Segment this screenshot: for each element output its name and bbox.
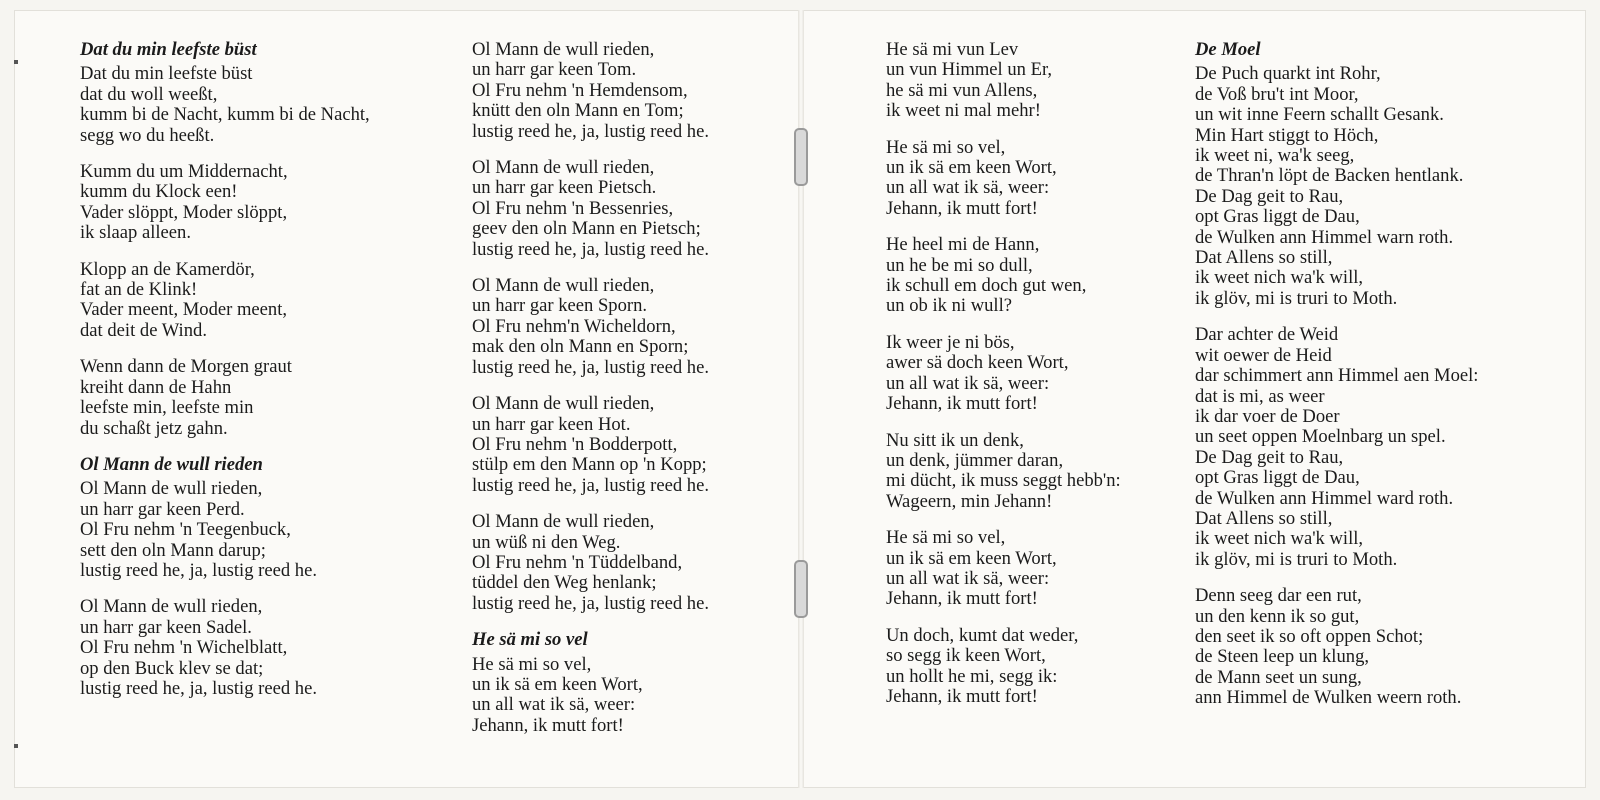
verse-line: dat deit de Wind. <box>80 319 207 341</box>
verse-line: Ol Mann de wull rieden, <box>80 596 263 618</box>
verse-line: un harr gar keen Tom. <box>472 59 637 81</box>
verse-line: de Voß bru't int Moor, <box>1195 83 1359 105</box>
verse-line: un harr gar keen Perd. <box>80 498 245 520</box>
verse-line: dat du woll weeßt, <box>80 83 218 105</box>
verse-line: lustig reed he, ja, lustig reed he. <box>472 592 709 614</box>
verse-line: Jehann, ik mutt fort! <box>886 393 1038 415</box>
column-4 <box>1195 40 1525 725</box>
verse-line: Ol Fru nehm 'n Hemdensom, <box>472 79 688 101</box>
verse-line: he sä mi vun Allens, <box>886 79 1038 101</box>
verse-line: Dar achter de Weid <box>1195 324 1339 346</box>
verse-line: Jehann, ik mutt fort! <box>886 197 1038 219</box>
verse-line: de Mann seet un sung, <box>1195 666 1362 688</box>
verse-line: awer sä doch keen Wort, <box>886 352 1069 374</box>
poem-title: De Moel <box>1195 39 1261 60</box>
stanza <box>1195 64 1525 309</box>
verse-line: un all wat ik sä, weer: <box>472 694 636 716</box>
verse-line: un ik sä em keen Wort, <box>886 157 1057 179</box>
verse-line: ik slaap alleen. <box>80 222 191 244</box>
verse-line: de Wulken ann Himmel warn roth. <box>1195 226 1454 248</box>
verse-line: Ol Fru nehm 'n Teegenbuck, <box>80 519 291 541</box>
verse-line: Ik weer je ni bös, <box>886 331 1015 353</box>
verse-line: sett den oln Mann darup; <box>80 539 266 561</box>
verse-line: un harr gar keen Pietsch. <box>472 177 657 199</box>
verse-line: Jehann, ik mutt fort! <box>472 714 624 736</box>
stanza <box>472 512 802 614</box>
verse-line: un den kenn ik so gut, <box>1195 605 1360 627</box>
stanza <box>472 655 802 737</box>
verse-line: Vader meent, Moder meent, <box>80 299 288 321</box>
verse-line: kreiht dann de Hahn <box>80 376 232 398</box>
verse-line: so segg ik keen Wort, <box>886 645 1046 667</box>
verse-line: Dat du min leefste büst <box>80 63 253 85</box>
stanza <box>886 138 1216 220</box>
verse-line: un he be mi so dull, <box>886 254 1033 276</box>
verse-line: ik glöv, mi is truri to Moth. <box>1195 287 1398 309</box>
verse-line: de Wulken ann Himmel ward roth. <box>1195 487 1454 509</box>
verse-line: knütt den oln Mann en Tom; <box>472 100 684 122</box>
verse-line: de Thran'n löpt de Backen hentlank. <box>1195 165 1464 187</box>
verse-line: un wüß ni den Weg. <box>472 531 621 553</box>
verse-line: He sä mi so vel, <box>886 136 1006 158</box>
verse-line: lustig reed he, ja, lustig reed he. <box>472 120 709 142</box>
verse-line: Dat Allens so still, <box>1195 507 1333 529</box>
verse-line: Ol Mann de wull rieden, <box>472 275 655 297</box>
verse-line: He heel mi de Hann, <box>886 234 1040 256</box>
verse-line: Ol Mann de wull rieden, <box>472 511 655 533</box>
stanza <box>472 40 802 142</box>
column-1 <box>80 40 410 715</box>
verse-line: un vun Himmel un Er, <box>886 59 1053 81</box>
verse-line: Kumm du um Middernacht, <box>80 161 288 183</box>
stanza <box>1195 325 1525 570</box>
verse-line: un all wat ik sä, weer: <box>886 567 1050 589</box>
poem-title: Ol Mann de wull rieden <box>80 453 263 475</box>
verse-line: He sä mi so vel, <box>886 527 1006 549</box>
verse-line: du schaßt jetz gahn. <box>80 417 228 439</box>
verse-line: Vader slöppt, Moder slöppt, <box>80 201 288 223</box>
verse-line: stülp em den Mann op 'n Kopp; <box>472 454 707 476</box>
stanza <box>80 64 410 146</box>
verse-line: De Dag geit to Rau, <box>1195 185 1344 207</box>
verse-line: Ol Mann de wull rieden, <box>472 39 655 60</box>
verse-line: dat is mi, as weer <box>1195 385 1325 407</box>
verse-line: geev den oln Mann en Pietsch; <box>472 218 701 240</box>
verse-line: Ol Fru nehm 'n Bodderpott, <box>472 433 678 455</box>
verse-line: un harr gar keen Sadel. <box>80 616 252 638</box>
verse-line: ik schull em doch gut wen, <box>886 275 1087 297</box>
verse-line: He sä mi so vel, <box>472 653 592 675</box>
verse-line: De Dag geit to Rau, <box>1195 446 1344 468</box>
verse-line: den seet ik so oft oppen Schot; <box>1195 625 1424 647</box>
verse-line: Un doch, kumt dat weder, <box>886 624 1079 646</box>
stanza <box>472 158 802 260</box>
verse-line: kumm bi de Nacht, kumm bi de Nacht, <box>80 104 370 126</box>
verse-line: Ol Mann de wull rieden, <box>472 393 655 415</box>
verse-line: ik weet nich wa'k will, <box>1195 528 1364 550</box>
verse-line: De Puch quarkt int Rohr, <box>1195 63 1381 85</box>
stanza <box>1195 586 1525 708</box>
verse-line: un ik sä em keen Wort, <box>472 673 643 695</box>
stanza <box>80 260 410 342</box>
stanza <box>80 162 410 244</box>
stanza <box>472 394 802 496</box>
verse-line: dar schimmert ann Himmel aen Moel: <box>1195 365 1479 387</box>
verse-line: ik weet ni mal mehr! <box>886 100 1041 122</box>
stanza <box>886 528 1216 610</box>
stanza <box>886 235 1216 317</box>
verse-line: lustig reed he, ja, lustig reed he. <box>80 677 317 699</box>
verse-line: ik glöv, mi is truri to Moth. <box>1195 548 1398 570</box>
verse-line: Nu sitt ik un denk, <box>886 429 1024 451</box>
verse-line: opt Gras liggt de Dau, <box>1195 467 1360 489</box>
verse-line: ik weet nich wa'k will, <box>1195 267 1364 289</box>
poem-he-sae-mi-so-vel <box>472 630 802 736</box>
verse-line: Ol Mann de wull rieden, <box>472 157 655 179</box>
stanza <box>80 357 410 439</box>
verse-line: He sä mi vun Lev <box>886 39 1019 60</box>
verse-line: un harr gar keen Hot. <box>472 413 631 435</box>
verse-line: fat an de Klink! <box>80 279 198 301</box>
verse-line: Dat Allens so still, <box>1195 247 1333 269</box>
verse-line: mak den oln Mann en Sporn; <box>472 336 689 358</box>
verse-line: un ob ik ni wull? <box>886 295 1013 317</box>
verse-line: Denn seeg dar een rut, <box>1195 585 1362 607</box>
verse-line: un all wat ik sä, weer: <box>886 372 1050 394</box>
stanza <box>472 276 802 378</box>
stanza <box>886 626 1216 708</box>
verse-line: lustig reed he, ja, lustig reed he. <box>80 559 317 581</box>
verse-line: lustig reed he, ja, lustig reed he. <box>472 356 709 378</box>
verse-line: Klopp an de Kamerdör, <box>80 258 255 280</box>
verse-line: Wenn dann de Morgen graut <box>80 356 292 378</box>
poem-dat-du-min-leefste-buest <box>80 40 410 439</box>
column-3 <box>886 40 1216 723</box>
stanza <box>886 333 1216 415</box>
verse-line: un all wat ik sä, weer: <box>886 177 1050 199</box>
verse-line: Ol Fru nehm 'n Wichelblatt, <box>80 637 288 659</box>
verse-line: ik weet ni, wa'k seeg, <box>1195 145 1355 167</box>
verse-line: un harr gar keen Sporn. <box>472 295 648 317</box>
verse-line: un seet oppen Moelnbarg un spel. <box>1195 426 1446 448</box>
poem-de-moel <box>1195 40 1525 709</box>
poem-title: Dat du min leefste büst <box>80 39 257 60</box>
verse-line: Jehann, ik mutt fort! <box>886 685 1038 707</box>
stanza <box>886 40 1216 122</box>
column-2 <box>472 40 802 752</box>
verse-line: leefste min, leefste min <box>80 397 254 419</box>
verse-line: ik dar voer de Doer <box>1195 405 1340 427</box>
verse-line: un denk, jümmer daran, <box>886 449 1064 471</box>
verse-line: tüddel den Weg henlank; <box>472 572 657 594</box>
verse-line: wit oewer de Heid <box>1195 344 1332 366</box>
crop-mark-bottom <box>14 744 18 748</box>
stanza <box>80 597 410 699</box>
verse-line: Min Hart stiggt to Höch, <box>1195 124 1379 146</box>
verse-line: op den Buck klev se dat; <box>80 657 264 679</box>
verse-line: de Steen leep un klung, <box>1195 646 1370 668</box>
stanza <box>886 431 1216 513</box>
verse-line: un wit inne Feern schallt Gesank. <box>1195 104 1444 126</box>
verse-line: Ol Fru nehm 'n Tüddelband, <box>472 551 683 573</box>
verse-line: opt Gras liggt de Dau, <box>1195 206 1360 228</box>
stanza <box>80 479 410 581</box>
verse-line: lustig reed he, ja, lustig reed he. <box>472 238 709 260</box>
verse-line: Wageern, min Jehann! <box>886 490 1053 512</box>
verse-line: segg wo du heeßt. <box>80 124 215 146</box>
poem-title: He sä mi so vel <box>472 629 588 651</box>
verse-line: mi dücht, ik muss seggt hebb'n: <box>886 470 1121 492</box>
verse-line: kumm du Klock een! <box>80 181 238 203</box>
poem-ol-mann-de-wull-rieden <box>80 455 410 699</box>
verse-line: Ol Mann de wull rieden, <box>80 478 263 500</box>
verse-line: Ol Fru nehm'n Wicheldorn, <box>472 315 676 337</box>
verse-line: Jehann, ik mutt fort! <box>886 588 1038 610</box>
crop-mark-top <box>14 60 18 64</box>
verse-line: lustig reed he, ja, lustig reed he. <box>472 474 709 496</box>
verse-line: un ik sä em keen Wort, <box>886 547 1057 569</box>
verse-line: un hollt he mi, segg ik: <box>886 665 1058 687</box>
verse-line: Ol Fru nehm 'n Bessenries, <box>472 197 674 219</box>
verse-line: ann Himmel de Wulken weern roth. <box>1195 687 1462 709</box>
